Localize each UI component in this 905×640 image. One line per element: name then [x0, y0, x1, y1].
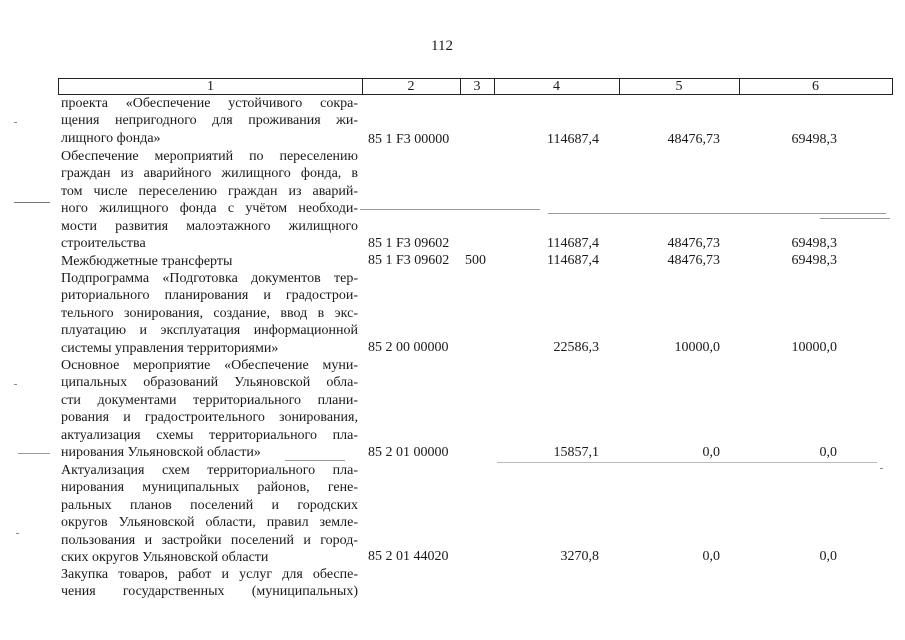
- description-line: ских округов Ульяновской области: [61, 550, 269, 566]
- row-col4: 22586,3: [553, 340, 599, 355]
- description-line: тельного зонирования, создание, ввод в экс-: [61, 305, 358, 321]
- row-col5: 48476,73: [667, 132, 720, 147]
- scan-artifact: [18, 453, 50, 454]
- row-description: [61, 566, 358, 601]
- description-line: Актуализация схем территориального пла-: [61, 463, 358, 478]
- description-line: Закупка товаров, работ и услуг для обеспе-: [61, 567, 358, 582]
- description-line: нирования муниципальных районов, гене-: [61, 480, 358, 496]
- page-number: 112: [431, 38, 453, 54]
- row-col4: 114687,4: [547, 132, 599, 147]
- scan-artifact: [880, 468, 883, 469]
- description-line: округов Ульяновской области, правил земле-: [61, 515, 358, 531]
- description-line: риториального планирования и градострои-: [61, 288, 358, 304]
- description-line: Межбюджетные трансферты: [61, 254, 233, 269]
- row-col5: 48476,73: [667, 253, 720, 268]
- row-description: [61, 357, 358, 461]
- header-col-1: 1: [59, 79, 363, 94]
- description-line: пользования и застройки поселений и город-: [61, 532, 358, 548]
- row-col4: 114687,4: [547, 236, 599, 251]
- row-code: 85 1 F3 00000: [368, 132, 450, 147]
- scan-artifact: [14, 384, 17, 385]
- description-line: лищного фонда»: [61, 130, 161, 146]
- row-col6: 69498,3: [791, 253, 837, 268]
- row-col6: 0,0: [819, 445, 837, 460]
- header-col-4: 4: [494, 79, 620, 94]
- description-line: плуатацию и эксплуатация информационной: [61, 323, 358, 339]
- row-description: [61, 270, 358, 357]
- description-line: Основное мероприятие «Обеспечение муни-: [61, 358, 358, 373]
- header-col-2: 2: [362, 79, 461, 94]
- description-line: рования и градостроительного зонирования,: [61, 410, 358, 426]
- description-line: ципальных образований Ульяновской обла-: [61, 375, 358, 391]
- row-col5: 48476,73: [667, 236, 720, 251]
- row-description: [61, 148, 358, 252]
- row-col5: 10000,0: [674, 340, 720, 355]
- row-description: [61, 95, 358, 147]
- row-col4: 15857,1: [553, 445, 599, 460]
- row-col6: 10000,0: [791, 340, 837, 355]
- row-code: 85 2 00 00000: [368, 340, 449, 355]
- row-col5: 0,0: [702, 549, 720, 564]
- description-line: чения государственных (муниципальных): [61, 584, 358, 600]
- header-col-5: 5: [619, 79, 740, 94]
- row-description: [61, 253, 358, 270]
- header-col-3: 3: [460, 79, 495, 94]
- row-code: 85 2 01 00000: [368, 445, 449, 460]
- description-line: системы управления территориями»: [61, 340, 279, 356]
- row-col6: 0,0: [819, 549, 837, 564]
- row-code: 85 1 F3 09602: [368, 236, 450, 251]
- description-line: нирования Ульяновской области»: [61, 445, 261, 461]
- scan-artifact: [14, 122, 17, 123]
- row-code: 85 1 F3 09602: [368, 253, 450, 268]
- row-kind: 500: [465, 253, 486, 268]
- header-col-6: 6: [812, 79, 819, 94]
- description-line: мости развития малоэтажного жилищного: [61, 218, 358, 234]
- scan-artifact: [497, 462, 877, 463]
- scan-artifact: [360, 209, 540, 210]
- scan-artifact: [16, 533, 19, 534]
- description-line: строительства: [61, 236, 146, 252]
- description-line: граждан из аварийного жилищного фонда, в: [61, 166, 358, 182]
- scan-artifact: [14, 202, 50, 203]
- description-line: проекта «Обеспечение устойчивого сокра-: [61, 96, 358, 111]
- table-header-row: [58, 78, 893, 95]
- description-line: сти документами территориального плани-: [61, 392, 358, 408]
- row-col6: 69498,3: [791, 236, 837, 251]
- scan-artifact: [285, 460, 345, 461]
- description-line: ральных планов поселений и городских: [61, 497, 358, 513]
- description-line: том числе переселению граждан из аварий-: [61, 183, 358, 199]
- row-description: [61, 462, 358, 566]
- row-col4: 114687,4: [547, 253, 599, 268]
- description-line: Обеспечение мероприятий по переселению: [61, 149, 358, 164]
- description-line: Подпрограмма «Подготовка документов тер-: [61, 271, 358, 286]
- scan-artifact: [820, 218, 890, 219]
- description-line: ного жилищного фонда с учётом необходи-: [61, 201, 358, 217]
- row-col6: 69498,3: [791, 132, 837, 147]
- row-code: 85 2 01 44020: [368, 549, 449, 564]
- description-line: щения непригодного для проживания жи-: [61, 113, 358, 129]
- scan-artifact: [548, 213, 886, 214]
- description-line: актуализация схемы территориального пла-: [61, 427, 358, 443]
- row-col4: 3270,8: [560, 549, 599, 564]
- row-col5: 0,0: [702, 445, 720, 460]
